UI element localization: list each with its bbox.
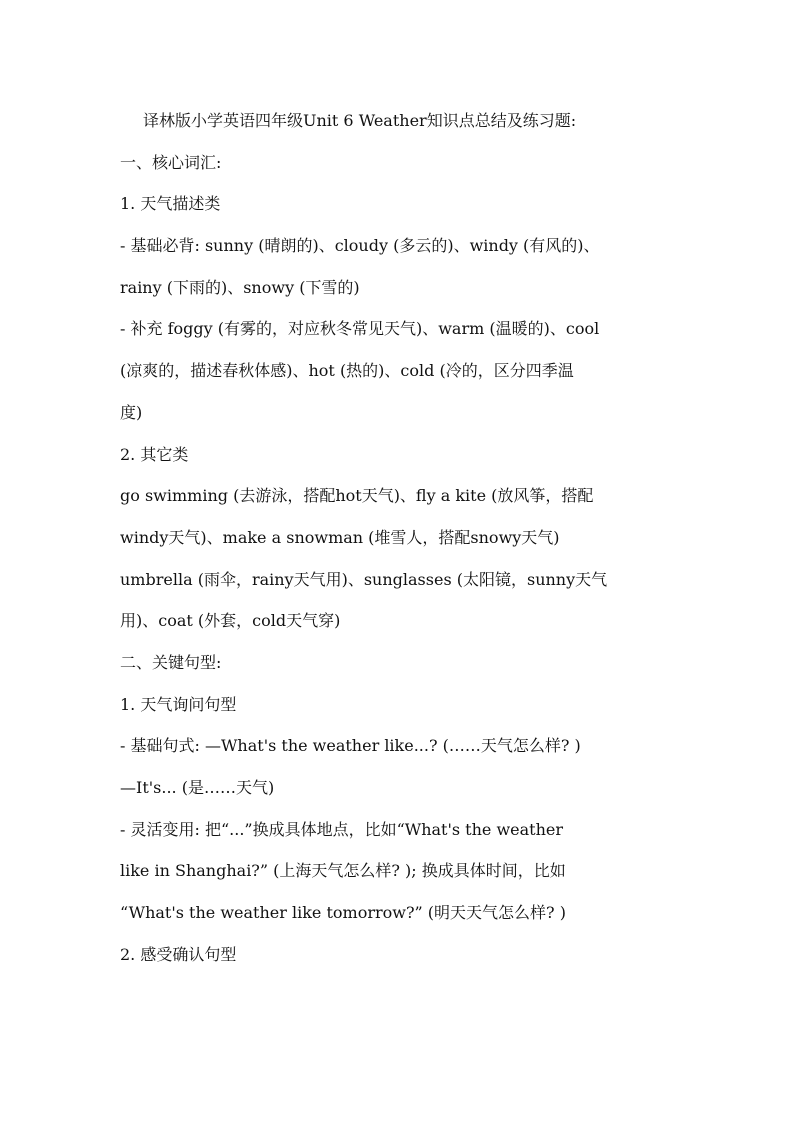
subheading-weather-questions: 1. 天气询问句型 [120,694,237,714]
paragraph-line: - 基础必背: sunny (晴朗的)、cloudy (多云的)、windy (有风的)、 [120,236,600,256]
subheading-other-words: 2. 其它类 [120,444,189,464]
paragraph-line: windy天气)、make a snowman (堆雪人，搭配snowy天气) [120,527,560,547]
paragraph-line: - 基础句式: —What's the weather like...? (……天气怎么样? ) [120,736,581,756]
paragraph-line: - 补充 foggy (有雾的，对应秋冬常见天气)、warm (温暖的)、cool [120,319,600,339]
subheading-weather-words: 1. 天气描述类 [120,194,221,214]
section-heading-sentences: 二、关键句型: [120,652,222,672]
paragraph-line: 度) [120,402,143,422]
paragraph-line: rainy (下雨的)、snowy (下雪的) [120,277,360,297]
paragraph-line: go swimming (去游泳，搭配hot天气)、fly a kite (放风筝，搭配 [120,486,594,506]
document-body [120,100,680,975]
paragraph-line: “What's the weather like tomorrow?” (明天天气怎么样? ) [120,903,566,923]
paragraph-line: - 灵活变用: 把“...”换成具体地点，比如“What's the weather [120,819,564,839]
paragraph-line: like in Shanghai?” (上海天气怎么样? ); 换成具体时间，比如 [120,861,566,881]
subheading-confirm-sentences: 2. 感受确认句型 [120,944,237,964]
paragraph-line: —It's... (是……天气) [120,778,275,797]
paragraph-line: umbrella (雨伞，rainy天气用)、sunglasses (太阳镜，sunny天气 [120,569,608,589]
document-title: 译林版小学英语四年级Unit 6 Weather知识点总结及练习题: [143,111,577,130]
paragraph-line: 用)、coat (外套，cold天气穿) [120,611,341,631]
section-heading-vocabulary: 一、核心词汇: [120,152,222,172]
paragraph-line: (凉爽的，描述春秋体感)、hot (热的)、cold (冷的，区分四季温 [120,361,574,381]
